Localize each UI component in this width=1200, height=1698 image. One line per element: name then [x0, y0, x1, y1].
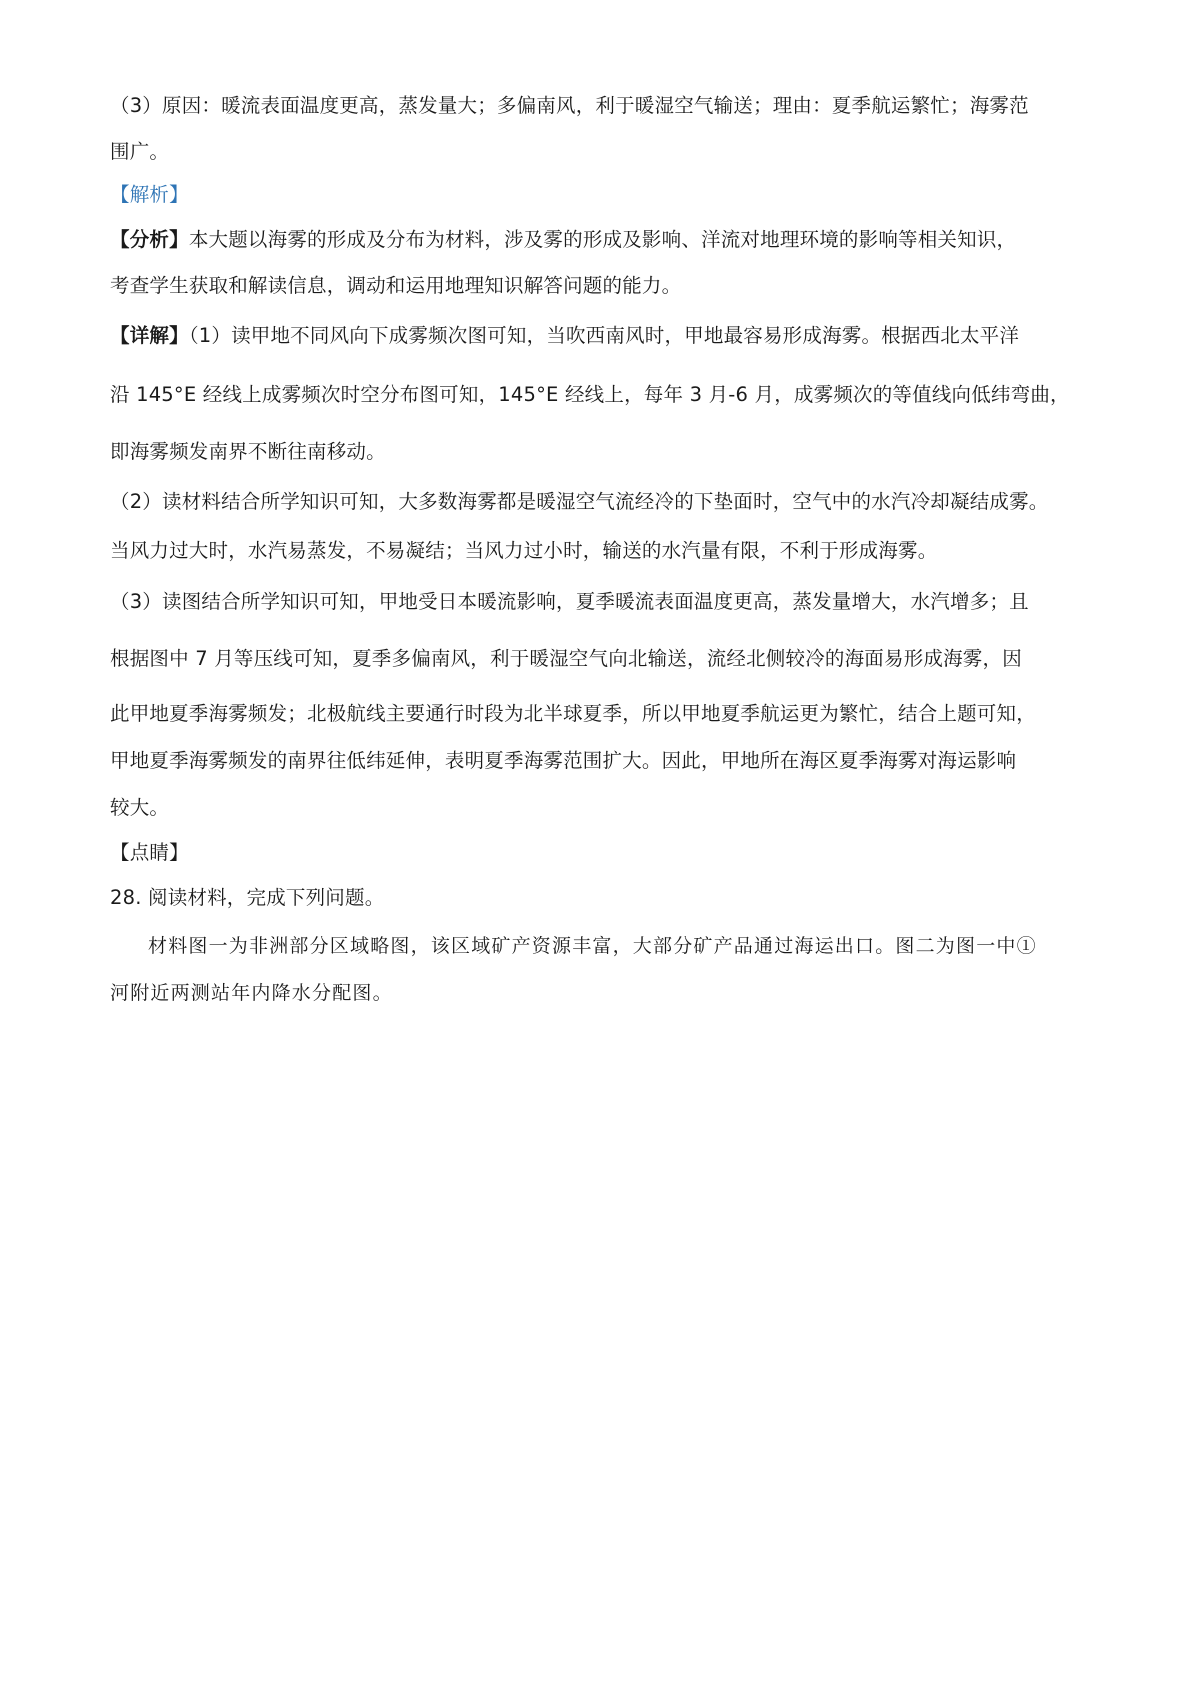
detail-p1-line1-text: （1）读甲地不同风向下成雾频次图可知，当吹西南风时，甲地最容易形成海雾。根据西北太平洋 [188, 324, 1020, 347]
material-line1: 材料图一为非洲部分区域略图，该区域矿产资源丰富，大部分矿产品通过海运出口。图二为图一中① [148, 935, 1037, 957]
comment-heading: 【点睛】 [110, 841, 189, 864]
analysis-line1-text: 本大题以海雾的形成及分布为材料，涉及雾的形成及影响、洋流对地理环境的影响等相关知识， [188, 228, 1017, 251]
detail-p1-line2: 沿 145°E 经线上成雾频次时空分布图可知，145°E 经线上，每年 3 月-6 月，成雾频次的等值线向低纬弯曲， [110, 383, 1070, 406]
detail-p3-line4: 甲地夏季海雾频发的南界往低纬延伸，表明夏季海雾范围扩大。因此，甲地所在海区夏季海雾对海运影响 [110, 749, 1017, 772]
detail-p3-line3: 此甲地夏季海雾频发；北极航线主要通行时段为北半球夏季，所以甲地夏季航运更为繁忙，结合上题可知， [110, 702, 1036, 725]
detail-label: 【详解】 [110, 324, 189, 347]
answer3-line2: 围广。 [110, 140, 170, 163]
analysis-heading: 【解析】 [110, 183, 189, 206]
analysis-line1 [110, 226, 1090, 254]
answer3-line1: （3）原因：暖流表面温度更高，蒸发量大；多偏南风，利于暖湿空气输送；理由：夏季航运繁忙；海雾范 [110, 94, 1029, 117]
detail-p3-line5: 较大。 [110, 796, 170, 819]
detail-p1-line1 [110, 322, 1090, 350]
detail-p3-line1: （3）读图结合所学知识可知，甲地受日本暖流影响，夏季暖流表面温度更高，蒸发量增大，水汽增多；且 [110, 590, 1029, 613]
analysis-label: 【分析】 [110, 228, 189, 251]
detail-p2-line1: （2）读材料结合所学知识可知，大多数海雾都是暖湿空气流经冷的下垫面时，空气中的水汽冷却凝结成雾。 [110, 490, 1049, 513]
analysis-line2: 考查学生获取和解读信息，调动和运用地理知识解答问题的能力。 [110, 274, 682, 297]
question-28-line: 28. 阅读材料，完成下列问题。 [110, 886, 385, 909]
detail-p3-line2: 根据图中 7 月等压线可知，夏季多偏南风，利于暖湿空气向北输送，流经北侧较冷的海面易形成海雾，因 [110, 647, 1022, 670]
material-line2: 河附近两测站年内降水分配图。 [110, 982, 393, 1004]
detail-p1-line3: 即海雾频发南界不断往南移动。 [110, 440, 386, 463]
detail-p2-line2: 当风力过大时，水汽易蒸发，不易凝结；当风力过小时，输送的水汽量有限，不利于形成海雾。 [110, 539, 938, 562]
